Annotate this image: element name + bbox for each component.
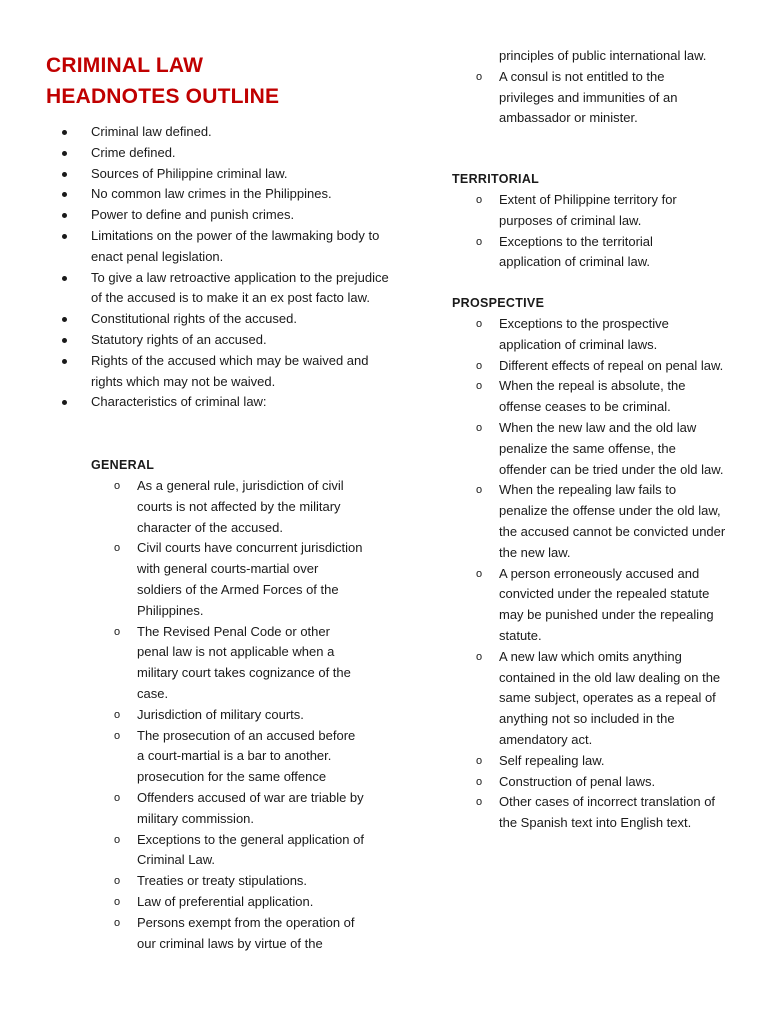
bullet-item: Limitations on the power of the lawmaking body to enact penal legislation.	[60, 226, 400, 268]
circle-bullet-icon: o	[476, 796, 483, 809]
sub-list-item: o The prosecution of an accused before a court-martial is a bar to another. prosecution for the same offence	[114, 727, 356, 785]
section-heading-territorial: TERRITORIAL	[452, 172, 540, 186]
bullet-dot-icon	[62, 213, 67, 218]
sub-list-item: o Self repealing law.	[476, 751, 726, 772]
sub-list-item: o When the repealing law fails to penalize the offense under the old law, the accused cannot be convicted under the new law.	[476, 482, 726, 560]
bullet-item: Rights of the accused which may be waived and rights which may not be waived.	[60, 351, 400, 393]
sub-list-item: o Other cases of incorrect translation of the Spanish text into English text.	[476, 794, 716, 831]
bullet-dot-icon	[62, 400, 67, 405]
sub-list-item: o Exceptions to the general application of Criminal Law.	[114, 831, 364, 868]
bullet-dot-icon	[62, 234, 67, 239]
general-continued-list	[476, 46, 716, 129]
bullet-dot-icon	[62, 359, 67, 364]
circle-bullet-icon: o	[114, 708, 121, 721]
sub-list-item: o Jurisdiction of military courts.	[114, 705, 364, 726]
sub-list-item: o Extent of Philippine territory for purposes of criminal law.	[476, 192, 677, 228]
sub-list-item: o Persons exempt from the operation of our criminal laws by virtue of the	[114, 914, 355, 951]
title-line-1: CRIMINAL LAW	[46, 54, 204, 77]
circle-bullet-icon: o	[476, 650, 483, 663]
section-heading-prospective: PROSPECTIVE	[452, 296, 545, 310]
bullet-item: No common law crimes in the Philippines.	[60, 184, 400, 205]
circle-bullet-icon: o	[476, 194, 483, 206]
sub-list-item: o Exceptions to the territorial application of criminal law.	[476, 233, 653, 270]
sub-list-item: o Construction of penal laws.	[476, 772, 726, 793]
sub-list-item: o Treaties or treaty stipulations.	[114, 871, 364, 892]
circle-bullet-icon: o	[114, 625, 121, 638]
sub-list-item: o A new law which omits anything contained in the old law dealing on the same subject, operates as a repeal of anything not so included in the amendatory act.	[476, 648, 721, 747]
bullet-item: Statutory rights of an accused.	[60, 330, 400, 351]
circle-bullet-icon: o	[476, 775, 483, 788]
title-line-2: HEADNOTES OUTLINE	[46, 85, 280, 108]
circle-bullet-icon: o	[476, 318, 483, 330]
sub-list-item-continued: principles of public international law.	[499, 48, 707, 63]
sub-list-item: o Different effects of repeal on penal law.	[476, 356, 726, 377]
sub-list-item: o As a general rule, jurisdiction of civil courts is not affected by the military character of the accused.	[114, 478, 344, 535]
bullet-item: Sources of Philippine criminal law.	[60, 164, 400, 185]
circle-bullet-icon: o	[476, 421, 483, 434]
circle-bullet-icon: o	[476, 754, 483, 767]
circle-bullet-icon: o	[114, 729, 121, 742]
bullet-dot-icon	[62, 151, 67, 156]
circle-bullet-icon: o	[114, 895, 121, 908]
bullet-item: Criminal law defined.	[60, 122, 400, 143]
bullet-item: Crime defined.	[60, 143, 400, 164]
document-title	[46, 50, 279, 112]
sub-list-item: o Exceptions to the prospective application of criminal laws.	[476, 316, 669, 352]
circle-bullet-icon: o	[114, 916, 121, 929]
prospective-sub-list	[476, 314, 726, 834]
circle-bullet-icon: o	[476, 484, 483, 497]
sub-list-item: o The Revised Penal Code or other penal law is not applicable when a military court takes cognizance of the case.	[114, 623, 351, 701]
bullet-dot-icon	[62, 130, 67, 135]
bullet-dot-icon	[62, 192, 67, 197]
bullet-item: Characteristics of criminal law:	[60, 392, 400, 413]
bullet-item: Power to define and punish crimes.	[60, 205, 400, 226]
bullet-item: Constitutional rights of the accused.	[60, 309, 400, 330]
circle-bullet-icon: o	[114, 791, 121, 804]
sub-list-item: o A person erroneously accused and convicted under the repealed statute may be punished under the repealing statute.	[476, 565, 714, 643]
circle-bullet-icon: o	[476, 235, 483, 248]
bullet-dot-icon	[62, 276, 67, 281]
bullet-item: To give a law retroactive application to the prejudice of the accused is to make it an ex post facto law.	[60, 268, 400, 310]
circle-bullet-icon: o	[476, 380, 483, 393]
bullet-dot-icon	[62, 317, 67, 322]
circle-bullet-icon: o	[476, 70, 483, 83]
sub-list-item: o A consul is not entitled to the privileges and immunities of an ambassador or minister.	[476, 68, 678, 126]
bullet-dot-icon	[62, 172, 67, 177]
sub-list-item: o Civil courts have concurrent jurisdiction with general courts-martial over soldiers of the Armed Forces of the Philippines.	[114, 540, 363, 618]
section-heading-general: GENERAL	[91, 458, 155, 472]
sub-list-item: o Law of preferential application.	[114, 892, 364, 913]
circle-bullet-icon: o	[114, 833, 121, 846]
sub-list-item: o When the new law and the old law penalize the same offense, the offender can be tried under the old law.	[476, 419, 724, 477]
general-sub-list	[114, 476, 364, 954]
circle-bullet-icon: o	[476, 567, 483, 580]
circle-bullet-icon: o	[114, 875, 121, 888]
main-bullet-list	[60, 122, 400, 413]
territorial-sub-list	[476, 190, 716, 273]
circle-bullet-icon: o	[114, 480, 121, 492]
circle-bullet-icon: o	[114, 542, 121, 555]
bullet-dot-icon	[62, 338, 67, 343]
sub-list-item: o Offenders accused of war are triable by military commission.	[114, 789, 364, 826]
circle-bullet-icon: o	[476, 359, 483, 372]
sub-list-item: o When the repeal is absolute, the offense ceases to be criminal.	[476, 378, 686, 415]
